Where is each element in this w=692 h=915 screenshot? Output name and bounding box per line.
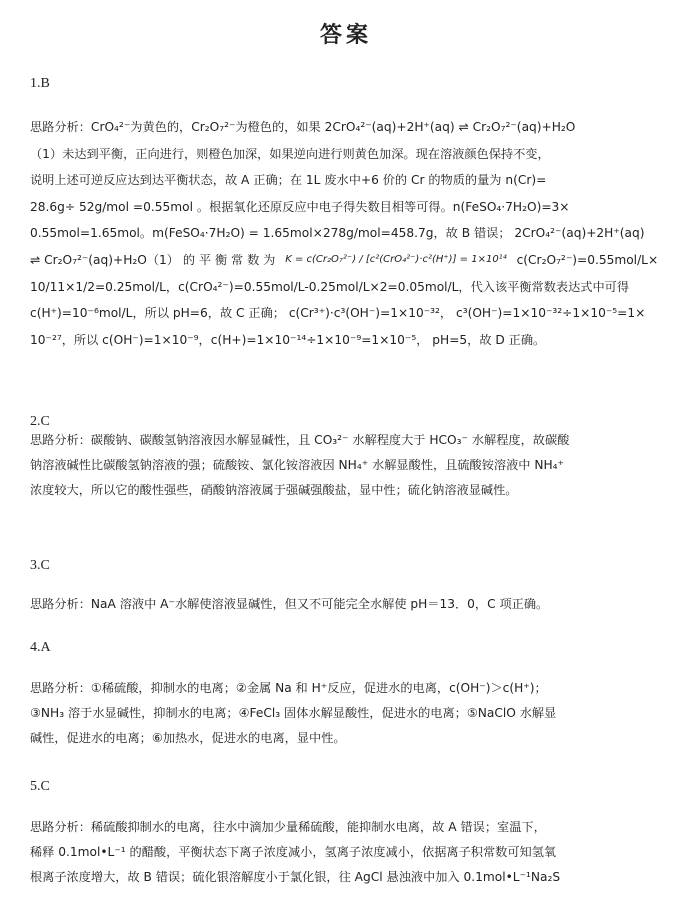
text-line: 思路分析：①稀硫酸，抑制水的电离；②金属 Na 和 H⁺反应，促进水的电离，c(OH⁻)＞c(H⁺)；	[30, 681, 547, 695]
answer-4-analysis	[30, 676, 664, 751]
text-line: 稀释 0.1mol•L⁻¹ 的醋酸，平衡状态下离子浓度减小，氢离子浓度减小，依据离子积常数可知氢氧	[30, 845, 557, 859]
answer-1-analysis	[30, 114, 664, 354]
answer-1-number: 1.B	[30, 76, 50, 91]
page-title: 答案	[319, 22, 372, 48]
answer-3-number: 3.C	[30, 558, 50, 573]
text-line: 10⁻²⁷，所以 c(OH⁻)=1×10⁻⁹，c(H+)=1×10⁻¹⁴÷1×10⁻⁹=1×10⁻⁵， pH=5，故 D 正确。	[30, 332, 546, 347]
text-line-formula	[30, 247, 664, 274]
answer-2-analysis	[30, 428, 664, 503]
text-line: 28.6g÷ 52g/mol =0.55mol 。根据氧化还原反应中电子得失数目相等可得。n(FeSO₄·7H₂O)=3×	[30, 199, 570, 214]
text-line: 碱性，促进水的电离；⑥加热水，促进水的电离，显中性。	[30, 731, 346, 745]
text-line: 思路分析：稀硫酸抑制水的电离，往水中滴加少量稀硫酸，能抑制水电离，故 A 错误；室温下，	[30, 820, 546, 834]
text-line: 钠溶液碱性比碳酸氢钠溶液的强；硫酸铵、氯化铵溶液因 NH₄⁺ 水解显酸性，且硫酸铵溶液中 NH₄⁺	[30, 458, 564, 472]
equilibrium-constant-formula: K = c(Cr₂O₇²⁻) / [c²(CrO₄²⁻)·c²(H⁺)] = 1×10¹⁴	[285, 254, 507, 266]
text-line: 浓度较大，所以它的酸性强些，硝酸钠溶液属于强碱强酸盐，显中性；硫化钠溶液显碱性。	[30, 483, 518, 497]
answer-3-analysis	[30, 592, 664, 617]
text-line: 根离子浓度增大，故 B 错误；硫化银溶解度小于氯化银，往 AgCl 悬浊液中加入 0.1mol•L⁻¹Na₂S	[30, 870, 561, 884]
answer-5-number: 5.C	[30, 779, 50, 794]
text-line: 0.55mol=1.65mol。m(FeSO₄·7H₂O) = 1.65mol×278g/mol=458.7g，故 B 错误； 2CrO₄²⁻(aq)+2H⁺(aq)	[30, 226, 645, 241]
text-line: c(H⁺)=10⁻⁶mol/L，所以 pH=6，故 C 正确； c(Cr³⁺)·c³(OH⁻)=1×10⁻³²， c³(OH⁻)=1×10⁻³²÷1×10⁻⁵=1×	[30, 306, 646, 321]
text-segment: c(Cr₂O₇²⁻)=0.55mol/L×	[516, 252, 659, 267]
text-line: 思路分析：碳酸钠、碳酸氢钠溶液因水解显碱性，且 CO₃²⁻ 水解程度大于 HCO₃⁻ 水解程度，故碳酸	[30, 433, 570, 447]
text-line: 说明上述可逆反应达到达平衡状态，故 A 正确；在 1L 废水中+6 价的 Cr 的物质的量为 n(Cr)=	[30, 173, 547, 188]
answer-4-number: 4.A	[30, 640, 51, 655]
text-line: 10/11×1/2=0.25mol/L，c(CrO₄²⁻)=0.55mol/L-0.25mol/L×2=0.05mol/L，代入该平衡常数表达式中可得	[30, 279, 630, 294]
text-line: ③NH₃ 溶于水显碱性，抑制水的电离；④FeCl₃ 固体水解显酸性，促进水的电离；⑤NaClO 水解显	[30, 706, 557, 720]
text-segment: ⇌ Cr₂O₇²⁻(aq)+H₂O（1） 的 平 衡 常 数 为	[30, 252, 276, 267]
text-line: 思路分析：NaA 溶液中 A⁻水解使溶液显碱性，但又不可能完全水解使 pH＝13．0，C 项正确。	[30, 597, 549, 611]
answer-5-analysis	[30, 815, 664, 890]
answer-2-number: 2.C	[30, 414, 50, 429]
text-line: 思路分析：CrO₄²⁻为黄色的，Cr₂O₇²⁻为橙色的，如果 2CrO₄²⁻(aq)+2H⁺(aq) ⇌ Cr₂O₇²⁻(aq)+H₂O	[30, 120, 576, 134]
text-line: （1）未达到平衡，正向进行，则橙色加深，如果逆向进行则黄色加深。现在溶液颜色保持不变，	[30, 146, 550, 161]
